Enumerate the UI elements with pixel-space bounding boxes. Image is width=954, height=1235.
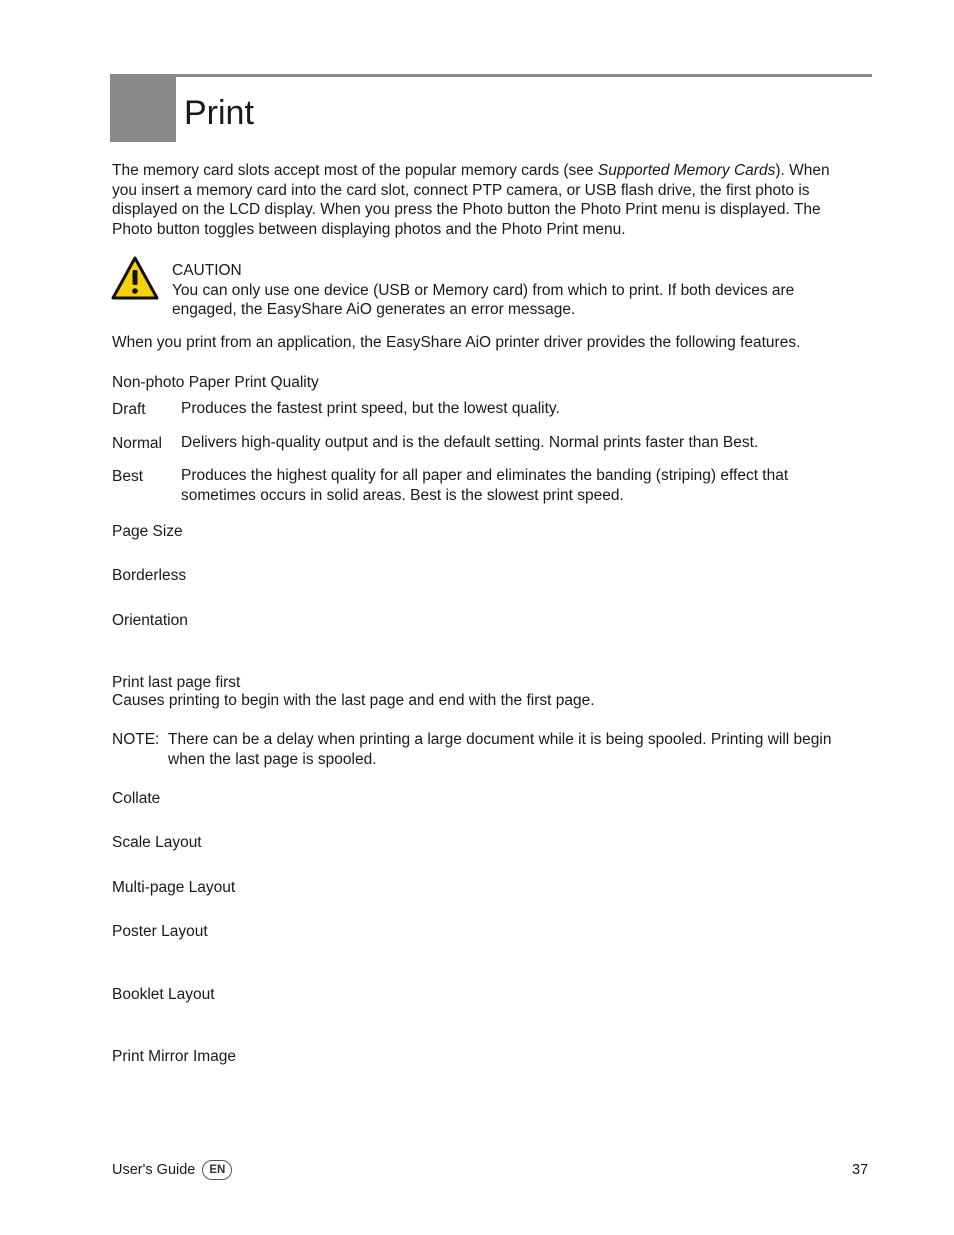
desc-normal: Delivers high-quality output and is the default setting. Normal prints faster than Best.	[181, 434, 759, 451]
supported-memory-cards-ref: Supported Memory Cards	[597, 162, 776, 179]
photo-button-ref-1: Photo	[462, 201, 503, 219]
intro-text-1: The memory card slots accept most of the popular memory cards (see	[112, 162, 598, 179]
chapter-tab-block	[110, 77, 176, 142]
heading-multipage-layout: Multi-page Layout	[112, 879, 236, 896]
heading-print-last-page-first: Print last page first	[112, 674, 241, 691]
heading-print-mirror-image: Print Mirror Image	[112, 1048, 237, 1065]
heading-print-quality: Non-photo Paper Print Quality	[112, 374, 319, 391]
heading-page-size: Page Size	[112, 523, 183, 540]
print-last-desc: Causes printing to begin with the last page and end with the first page.	[112, 692, 595, 709]
caution-text: You can only use one device (USB or Memory card) from which to print. If both devices are engaged, the EasyShare AiO generates an error message.	[172, 281, 795, 319]
term-normal: Normal	[112, 435, 162, 452]
footer-guide	[112, 1158, 232, 1182]
header-rule	[110, 74, 872, 77]
note-label: NOTE:	[112, 731, 160, 748]
term-draft: Draft	[112, 401, 146, 418]
term-best: Best	[112, 468, 144, 485]
heading-booklet-layout: Booklet Layout	[112, 986, 215, 1003]
heading-borderless: Borderless	[112, 567, 187, 584]
heading-collate: Collate	[112, 790, 161, 807]
heading-poster-layout: Poster Layout	[112, 923, 208, 940]
intro-text-4: button toggles between displaying photos and the Photo Print menu.	[152, 220, 626, 238]
heading-scale-layout: Scale Layout	[112, 834, 202, 851]
features-intro: When you print from an application, the EasyShare AiO printer driver provides the following features.	[112, 334, 801, 351]
note-text: There can be a delay when printing a large document while it is being spooled. Printing will begin when the last page is spooled.	[168, 731, 832, 768]
intro-text-2: ). When you insert a memory card into the card slot, connect PTP camera, or USB flash drive, the first photo is displayed on the LCD display. When you press the	[112, 162, 830, 219]
intro-paragraph	[112, 161, 857, 239]
footer-guide-label: User's Guide	[112, 1162, 196, 1178]
page-number: 37	[852, 1162, 869, 1178]
intro-text-3: button the Photo Print menu is displayed. The	[502, 201, 821, 219]
desc-draft: Produces the fastest print speed, but the lowest quality.	[181, 400, 560, 417]
caution-label: CAUTION	[172, 262, 242, 279]
caution-box	[172, 261, 862, 320]
heading-orientation: Orientation	[112, 612, 188, 629]
language-badge: EN	[202, 1160, 232, 1180]
desc-best: Produces the highest quality for all paper and eliminates the banding (striping) effect that sometimes occurs in solid areas. Best is the slowest print speed.	[181, 467, 789, 504]
page-title: Print	[184, 94, 254, 132]
photo-button-ref-2: Photo	[112, 220, 153, 238]
caution-triangle-icon	[111, 256, 159, 300]
